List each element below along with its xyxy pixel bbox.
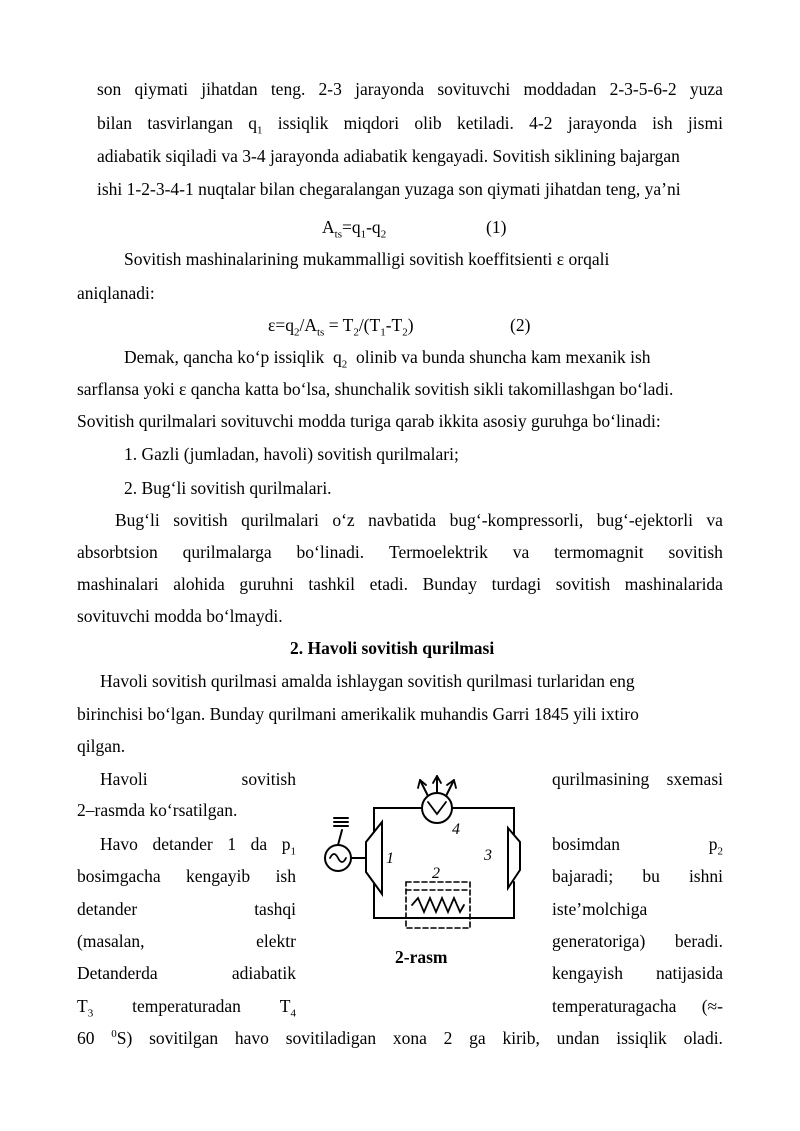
compressor-shape [508,828,520,888]
p1-line-1: son qiymati jihatdan teng. 2-3 jarayonda sovituvchi moddadan 2-3-5-6-2 yuza [97,79,723,99]
label-3: 3 [484,847,492,864]
p2-line-1: Sovitish mashinalarining mukammalligi sovitish koeffitsienti ε orqali [124,249,610,269]
p4-line-4: sovituvchi modda bo‘lmaydi. [77,606,283,626]
pipe-bottom [374,882,514,918]
air-refrigeration-schematic [320,770,535,930]
list-item-2: 2. Bug‘li sovitish qurilmalari. [124,478,332,498]
resistor-symbol [412,898,464,912]
p5-line-1: Havoli sovitish qurilmasi amalda ishlaygan sovitish qurilmasi turlaridan eng [100,671,635,691]
left-col-line-3: Havo detander 1 da $p_1$ [100,834,296,858]
right-col-line-3: bosimdan $p_2$ [552,834,723,858]
label-1: 1 [386,850,394,867]
p5-line-3: qilgan. [77,736,126,756]
right-col-line-6: generatoriga) beradi. [552,931,723,951]
equation-2-number: (2) [510,315,531,335]
equation-1-number: (1) [486,217,507,237]
p3-line-1: Demak, qancha ko‘p issiqlik $q_2$ olinib va bunda shuncha kam mexanik ish [124,347,651,371]
p2-line-2: aniqlanadi: [77,283,155,303]
list-item-1: 1. Gazli (jumladan, havoli) sovitish qurilmalari; [124,444,459,464]
cold-room-2 [406,882,470,928]
p1-line-3: adiabatik siqiladi va 3-4 jarayonda adiabatik kengayadi. Sovitish siklining bajargan [97,146,680,166]
p4-line-1: Bug‘li sovitish qurilmalari o‘z navbatida bug‘-kompressorli, bug‘-ejektorli va [115,510,723,530]
left-col-line-1: Havoli sovitish [100,769,296,789]
p3-line-2: sarflansa yoki ε qancha katta bo‘lsa, shunchalik sovitish sikli takomillashgan bo‘ladi. [77,379,674,399]
label-4: 4 [452,821,460,838]
label-2: 2 [432,865,440,882]
right-col-line-7: kengayish natijasida [552,963,723,983]
left-col-line-8: $T_3$ temperaturadan $T_4$ [77,996,296,1020]
p1-line-2: bilan tasvirlangan $q_1$ issiqlik miqdori olib ketiladi. 4-2 jarayonda ish jismi [97,113,723,137]
p4-line-3: mashinalari alohida guruhni tashkil etadi. Bunday turdagi sovitish mashinalarida [77,574,723,594]
p4-line-2: absorbtsion qurilmalarga bo‘linadi. Termoelektrik va termomagnit sovitish [77,542,723,562]
right-col-line-8: temperaturagacha (≈- [552,996,723,1016]
left-col-line-2: 2–rasmda ko‘rsatilgan. [77,800,238,820]
pipe-top-right [452,808,514,834]
p3-line-3: Sovitish qurilmalari sovituvchi modda turiga qarab ikkita asosiy guruhga bo‘linadi: [77,411,661,431]
right-col-line-4: bajaradi; bu ishni [552,866,723,886]
generator-ground-line [338,830,342,845]
p5-line-2: birinchisi bo‘lgan. Bunday qurilmani amerikalik muhandis Garri 1845 yili ixtiro [77,704,639,724]
figure-caption: 2-rasm [395,947,448,967]
right-col-line-1: qurilmasining sxemasi [552,769,723,789]
equation-2: $\varepsilon=q_2/A_{ts} = T_2/(T_1-T_2)$ [268,315,414,339]
heat-exchanger-4 [422,793,452,823]
left-col-line-7: Detanderda adiabatik [77,963,296,983]
left-col-line-6: (masalan, elektr [77,931,296,951]
equation-1: $A_{ts}=q_1-q_2$ [322,217,387,241]
right-col-line-5: iste’molchiga [552,899,648,919]
last-line: 60 $^0$S) sovitilgan havo sovitiladigan xona 2 ga kirib, undan issiqlik oladi. [77,1028,723,1048]
p1-line-4: ishi 1-2-3-4-1 nuqtalar bilan chegaralangan yuzaga son qiymati jihatdan teng, ya’ni [97,179,681,199]
left-col-line-5: detander tashqi [77,899,296,919]
section-heading: 2. Havoli sovitish qurilmasi [290,638,495,658]
left-col-line-4: bosimgacha kengayib ish [77,866,296,886]
